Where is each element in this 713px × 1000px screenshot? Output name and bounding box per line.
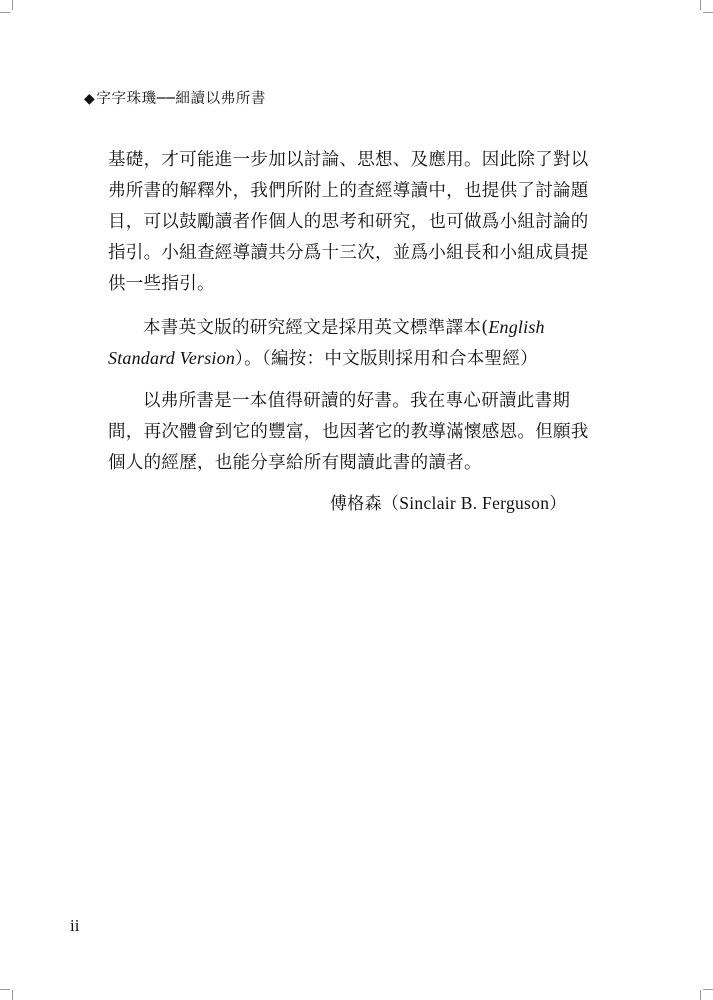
author-name-chinese: 傅格森 — [330, 494, 382, 514]
open-paren: （ — [381, 494, 400, 514]
body-text — [108, 145, 598, 479]
crop-mark — [700, 0, 701, 10]
text-span: 本書英文版的研究經文是採用英文標準譯本( — [143, 318, 489, 338]
crop-mark — [12, 990, 13, 1000]
crop-mark — [700, 990, 701, 1000]
english-title-span: Standard Version — [108, 348, 236, 368]
crop-mark — [703, 989, 713, 990]
close-paren: ） — [549, 494, 567, 514]
page-number: ii — [70, 916, 80, 935]
diamond-icon: ◆ — [84, 91, 96, 107]
crop-mark — [12, 0, 13, 10]
author-name-english: Sinclair B. Ferguson — [399, 493, 550, 513]
crop-mark — [0, 12, 10, 13]
text-line: 基礎，才可能進一步加以討論、思想、及應用。因此除了對以 — [108, 150, 589, 170]
text-line: 個人的經歷，也能分享給所有閱讀此書的讀者。 — [108, 453, 482, 473]
paragraph-2 — [108, 312, 598, 374]
paragraph-1 — [108, 145, 598, 300]
text-line — [108, 343, 598, 374]
text-line: 供一些指引。 — [108, 274, 215, 294]
text-line: 弗所書的解釋外，我們所附上的查經導讀中，也提供了討論題 — [108, 181, 589, 201]
author-signature — [330, 489, 567, 514]
running-head — [84, 89, 266, 109]
text-line: 間，再次體會到它的豐富，也因著它的教導滿懷感恩。但願我 — [108, 422, 589, 442]
english-title-span: English — [488, 317, 545, 337]
text-span: ）。（編按：中文版則採用和合本聖經） — [235, 349, 538, 369]
text-line: 目，可以鼓勵讀者作個人的思考和研究，也可做爲小組討論的 — [108, 212, 589, 232]
running-head-title: 字字珠璣──細讀以弗所書 — [96, 91, 267, 107]
text-line: 以弗所書是一本值得研讀的好書。我在專心研讀此書期 — [143, 391, 571, 411]
paragraph-3 — [108, 386, 598, 479]
crop-mark — [703, 12, 713, 13]
crop-mark — [0, 989, 10, 990]
text-line: 指引。小組查經導讀共分爲十三次，並爲小組長和小組成員提 — [108, 243, 589, 263]
text-line — [108, 312, 598, 343]
